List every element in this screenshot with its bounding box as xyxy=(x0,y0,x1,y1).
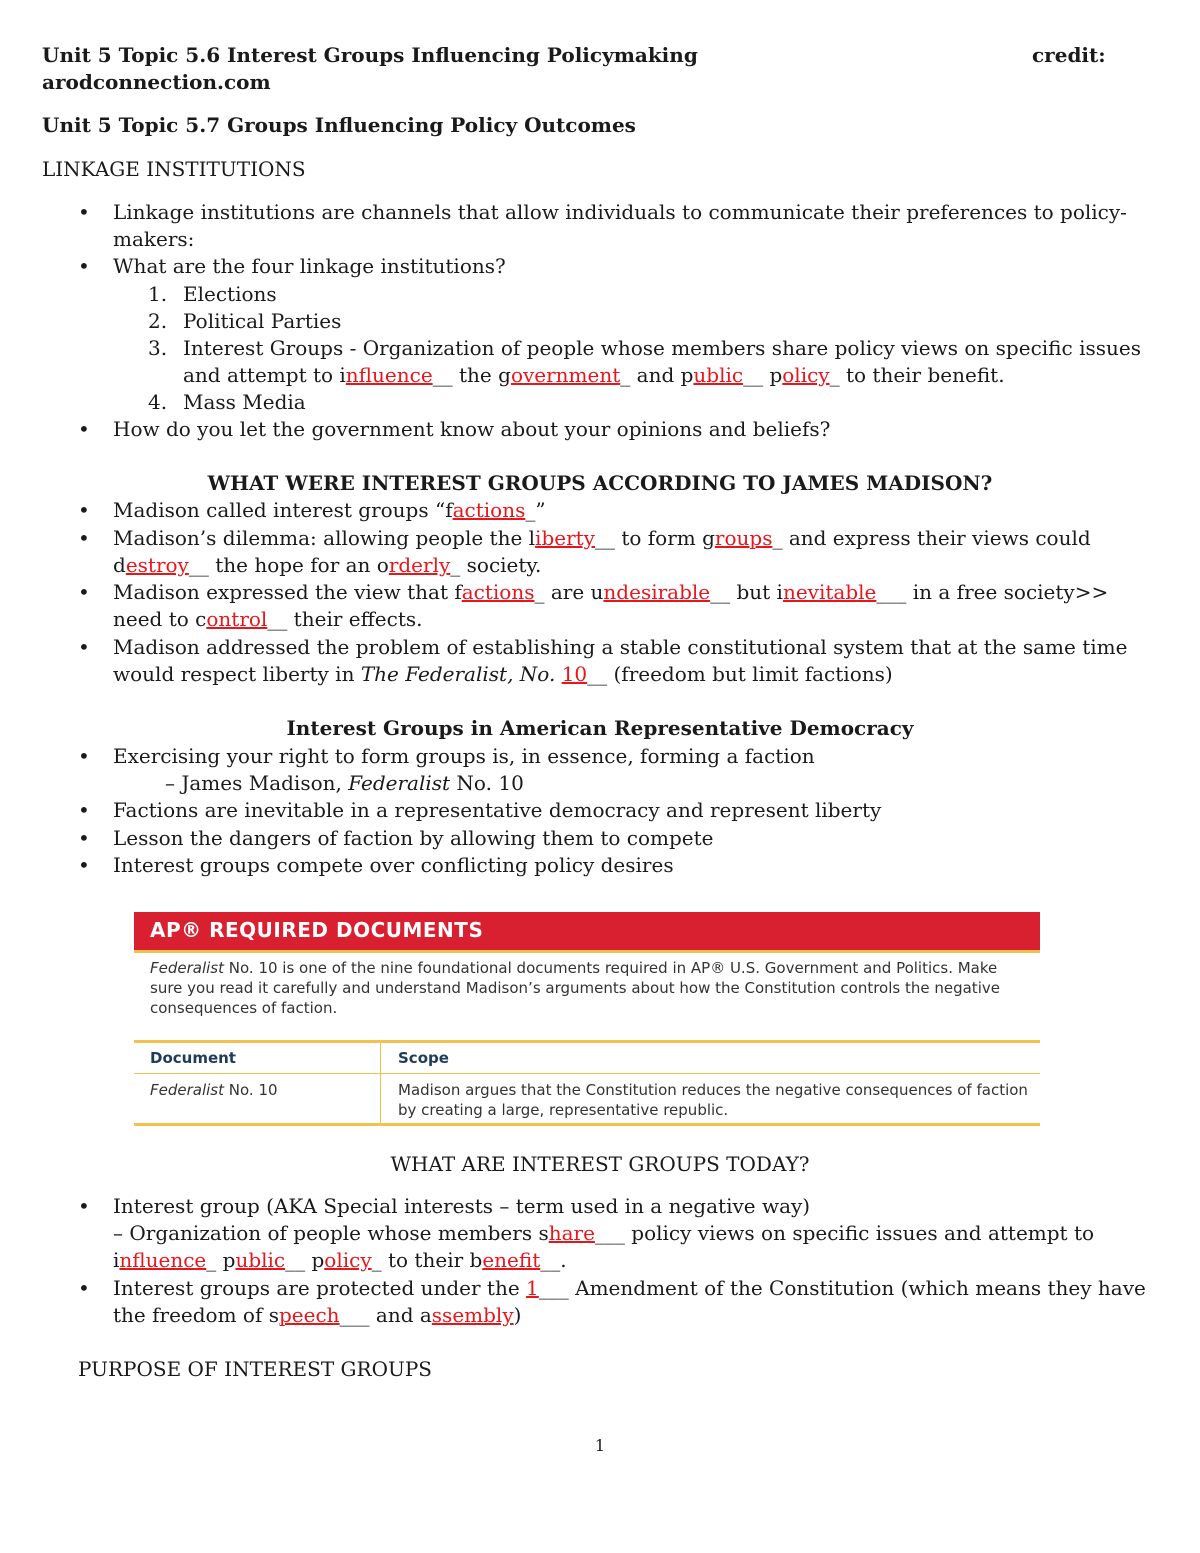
bullet: • xyxy=(78,1194,90,1218)
section-heading-linkage: LINKAGE INSTITUTIONS xyxy=(42,157,306,181)
list-number: 3. xyxy=(148,336,168,360)
bullet: • xyxy=(78,1276,90,1300)
bullet: • xyxy=(78,200,90,224)
bullet: • xyxy=(78,826,90,850)
bullet: • xyxy=(78,526,90,550)
madison-bullet-1: Madison called interest groups “factions_” xyxy=(113,498,546,522)
credit-site: arodconnection.com xyxy=(42,70,271,94)
democracy-sub-item: – James Madison, Federalist No. 10 xyxy=(165,771,524,795)
list-number: 2. xyxy=(148,309,168,333)
madison-bullet-3: Madison expressed the view that factions_ are undesirable__ but inevitable___ in a free society>> need to control__ their effects. xyxy=(113,580,1109,631)
bullet: • xyxy=(78,254,90,278)
header-line-2: Unit 5 Topic 5.7 Groups Influencing Policy Outcomes xyxy=(42,113,636,137)
table-rule-top xyxy=(134,1040,1040,1043)
linkage-bullet-3: How do you let the government know about your opinions and beliefs? xyxy=(113,417,831,441)
ap-box-title: AP® REQUIRED DOCUMENTS xyxy=(150,918,484,942)
madison-bullet-2: Madison’s dilemma: allowing people the liberty__ to form groups_ and express their views could destroy__ the hope for an orderly_ society. xyxy=(113,526,1091,577)
democracy-bullet-3: Lesson the dangers of faction by allowing them to compete xyxy=(113,826,714,850)
democracy-bullet-4: Interest groups compete over conflicting policy desires xyxy=(113,853,674,877)
section-heading-democracy: Interest Groups in American Representative Democracy xyxy=(286,716,914,740)
section-heading-today: WHAT ARE INTEREST GROUPS TODAY? xyxy=(390,1152,810,1176)
table-rule-mid xyxy=(134,1073,1040,1074)
list-item-elections: Elections xyxy=(183,282,277,306)
table-header-scope: Scope xyxy=(398,1049,449,1067)
section-heading-madison: WHAT WERE INTEREST GROUPS ACCORDING TO JAMES MADISON? xyxy=(207,471,993,495)
bullet: • xyxy=(78,417,90,441)
bullet: • xyxy=(78,635,90,659)
linkage-bullet-2: What are the four linkage institutions? xyxy=(113,254,506,278)
list-number: 1. xyxy=(148,282,168,306)
bullet: • xyxy=(78,853,90,877)
list-item-parties: Political Parties xyxy=(183,309,342,333)
linkage-bullet-1: Linkage institutions are channels that allow individuals to communicate their preferences to policy-makers: xyxy=(113,200,1127,251)
header-line-1: Unit 5 Topic 5.6 Interest Groups Influencing Policymaking xyxy=(42,43,698,67)
bullet: • xyxy=(78,744,90,768)
header-block xyxy=(42,42,1160,96)
list-item-media: Mass Media xyxy=(183,390,306,414)
table-rule-bottom xyxy=(134,1123,1040,1126)
table-column-divider xyxy=(380,1042,381,1124)
credit-label: credit: xyxy=(1032,43,1106,67)
democracy-bullet-2: Factions are inevitable in a representative democracy and represent liberty xyxy=(113,798,882,822)
ap-box-banner xyxy=(134,912,1040,953)
table-cell-scope: Madison argues that the Constitution reduces the negative consequences of faction by creating a large, representative republic. xyxy=(398,1081,1028,1119)
bullet: • xyxy=(78,798,90,822)
list-number: 4. xyxy=(148,390,168,414)
list-item-interest-groups: Interest Groups - Organization of people whose members share policy views on specific issues and attempt to influence__ the government_ and public__ policy_ to their benefit. xyxy=(183,336,1141,387)
ap-required-documents-box xyxy=(134,912,1040,1128)
ap-box-paragraph: Federalist No. 10 is one of the nine foundational documents required in AP® U.S. Government and Politics. Make sure you read it carefully and understand Madison’s arguments about how the Constitution controls the negative consequences of faction. xyxy=(150,959,1000,1017)
table-header-document: Document xyxy=(150,1049,236,1067)
today-bullet-1: Interest group (AKA Special interests – term used in a negative way) – Organization of people whose members share___ policy views on specific issues and attempt to influence_ public__ policy_ to their benefit__. xyxy=(113,1194,1095,1272)
madison-bullet-4: Madison addressed the problem of establishing a stable constitutional system that at the same time would respect liberty in The Federalist, No. 10__ (freedom but limit factions) xyxy=(113,635,1128,686)
table-cell-document: Federalist No. 10 xyxy=(150,1081,278,1099)
today-bullet-2: Interest groups are protected under the 1___ Amendment of the Constitution (which means they have the freedom of speech___ and assembly) xyxy=(113,1276,1146,1327)
page-number: 1 xyxy=(594,1436,606,1455)
bullet: • xyxy=(78,498,90,522)
bullet: • xyxy=(78,580,90,604)
democracy-bullet-1: Exercising your right to form groups is, in essence, forming a faction xyxy=(113,744,815,768)
section-heading-purpose: PURPOSE OF INTEREST GROUPS xyxy=(78,1357,433,1381)
